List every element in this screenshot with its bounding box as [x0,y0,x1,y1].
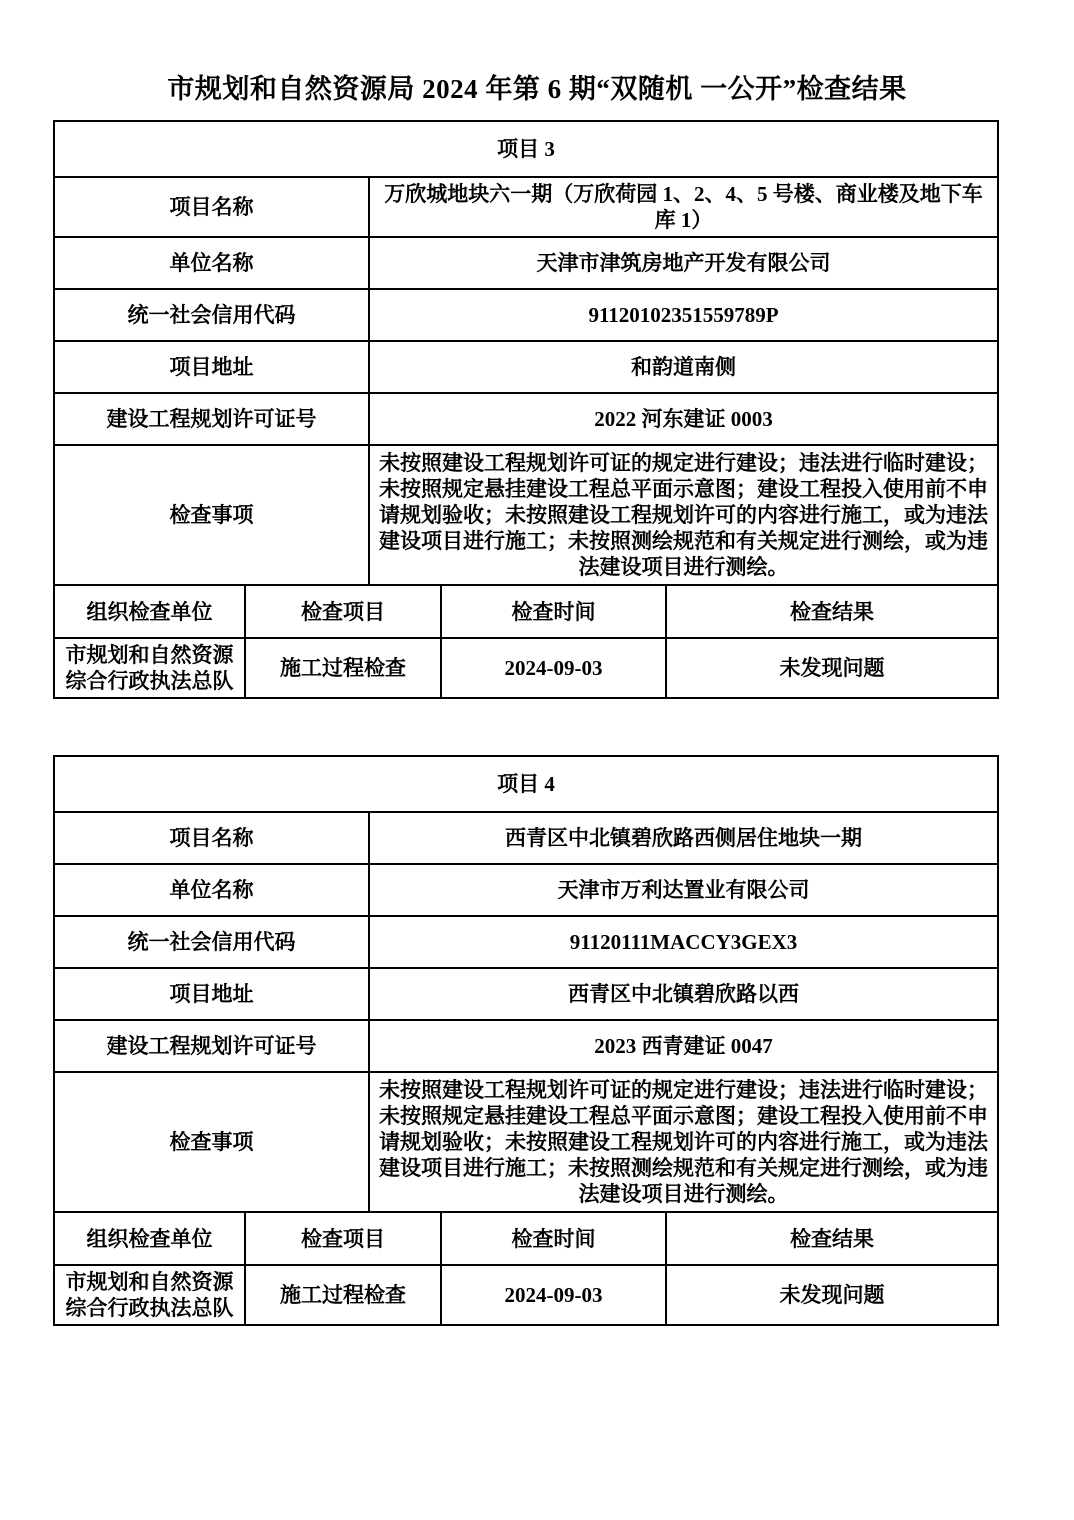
permit-no-label: 建设工程规划许可证号 [54,393,369,445]
inspection-items-value: 未按照建设工程规划许可证的规定进行建设；违法进行临时建设；未按照规定悬挂建设工程总平面示意图；建设工程投入使用前不申请规划验收；未按照建设工程规划许可的内容进行施工，或为违法建设项目进行施工；未按照测绘规范和有关规定进行测绘，或为违法建设项目进行测绘。 [369,445,998,585]
project-name-label: 项目名称 [54,812,369,864]
org-unit-header: 组织检查单位 [54,1212,245,1265]
org-unit-value: 市规划和自然资源综合行政执法总队 [54,1265,245,1325]
address-label: 项目地址 [54,968,369,1020]
credit-code-value: 91120111MACCY3GEX3 [369,916,998,968]
address-value: 和韵道南侧 [369,341,998,393]
project-name-value: 万欣城地块六一期（万欣荷园 1、2、4、5 号楼、商业楼及地下车库 1） [369,177,998,237]
project-3-table [53,120,999,699]
permit-no-label: 建设工程规划许可证号 [54,1020,369,1072]
credit-code-value: 91120102351559789P [369,289,998,341]
inspection-result-value: 未发现问题 [666,638,998,698]
unit-name-value: 天津市津筑房地产开发有限公司 [369,237,998,289]
project-name-label: 项目名称 [54,177,369,237]
credit-code-label: 统一社会信用代码 [54,289,369,341]
inspection-project-value: 施工过程检查 [245,638,441,698]
inspection-time-value: 2024-09-03 [441,1265,666,1325]
inspection-result-header: 检查结果 [666,1212,998,1265]
permit-no-value: 2023 西青建证 0047 [369,1020,998,1072]
project-name-value: 西青区中北镇碧欣路西侧居住地块一期 [369,812,998,864]
org-unit-header: 组织检查单位 [54,585,245,638]
document-title: 市规划和自然资源局 2024 年第 6 期“双随机 一公开”检查结果 [167,74,907,104]
project-header: 项目 4 [54,756,998,812]
address-label: 项目地址 [54,341,369,393]
project-4-table [53,755,999,1326]
inspection-items-label: 检查事项 [54,1072,369,1212]
org-unit-value: 市规划和自然资源综合行政执法总队 [54,638,245,698]
inspection-items-value: 未按照建设工程规划许可证的规定进行建设；违法进行临时建设；未按照规定悬挂建设工程总平面示意图；建设工程投入使用前不申请规划验收；未按照建设工程规划许可的内容进行施工，或为违法建设项目进行施工；未按照测绘规范和有关规定进行测绘，或为违法建设项目进行测绘。 [369,1072,998,1212]
inspection-time-header: 检查时间 [441,1212,666,1265]
inspection-time-header: 检查时间 [441,585,666,638]
permit-no-value: 2022 河东建证 0003 [369,393,998,445]
inspection-time-value: 2024-09-03 [441,638,666,698]
project-header: 项目 3 [54,121,998,177]
inspection-result-header: 检查结果 [666,585,998,638]
inspection-project-header: 检查项目 [245,585,441,638]
inspection-project-header: 检查项目 [245,1212,441,1265]
inspection-result-value: 未发现问题 [666,1265,998,1325]
address-value: 西青区中北镇碧欣路以西 [369,968,998,1020]
unit-name-label: 单位名称 [54,864,369,916]
unit-name-value: 天津市万利达置业有限公司 [369,864,998,916]
inspection-items-label: 检查事项 [54,445,369,585]
credit-code-label: 统一社会信用代码 [54,916,369,968]
inspection-project-value: 施工过程检查 [245,1265,441,1325]
unit-name-label: 单位名称 [54,237,369,289]
